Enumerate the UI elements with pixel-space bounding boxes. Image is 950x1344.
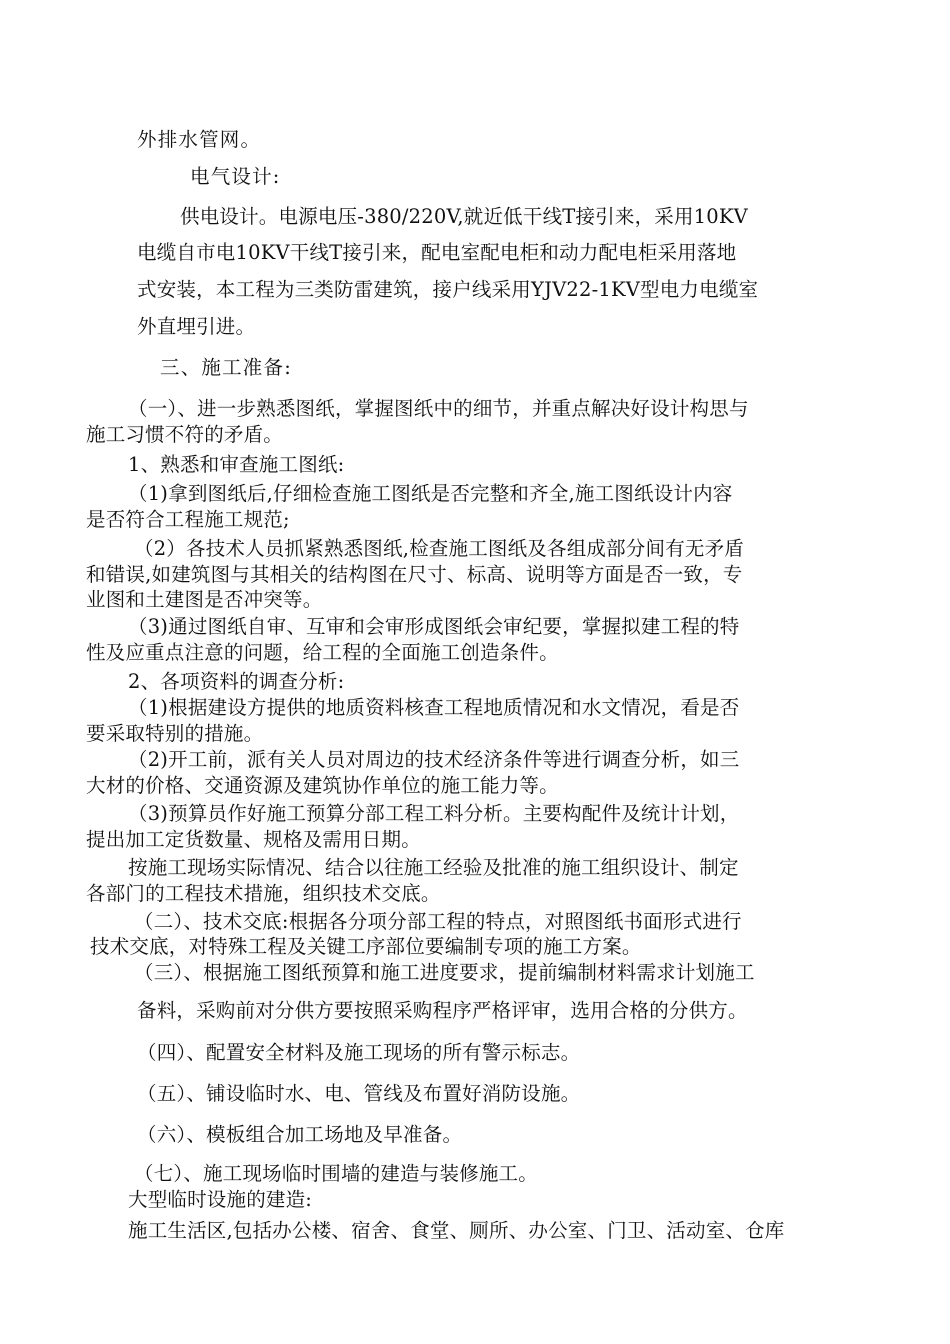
text-line-31: （四）、配置安全材料及施工现场的所有警示标志。 bbox=[137, 1041, 581, 1064]
text-line-02: 电气设计: bbox=[190, 165, 281, 188]
text-line-01: 外排水管网。 bbox=[137, 128, 262, 151]
text-line-29: （三）、根据施工图纸预算和施工进度要求，提前编制材料需求计划施工 bbox=[134, 961, 755, 984]
text-line-26: 各部门的工程技术措施，组织技术交底。 bbox=[86, 882, 441, 905]
text-line-12: 是否符合工程施工规范; bbox=[86, 508, 290, 531]
text-line-15: 业图和土建图是否冲突等。 bbox=[86, 588, 323, 611]
text-line-34: （七）、施工现场临时围墙的建造与装修施工。 bbox=[134, 1162, 538, 1185]
text-line-05: 式安装，本工程为三类防雷建筑，接户线采用YJV22-1KV型电力电缆室 bbox=[137, 278, 759, 301]
text-line-14: 和错误,如建筑图与其相关的结构图在尺寸、标高、说明等方面是否一致，专 bbox=[86, 563, 743, 586]
text-line-13: （2）各技术人员抓紧熟悉图纸,检查施工图纸及各组成部分间有无矛盾 bbox=[134, 537, 745, 560]
text-line-16: （3)通过图纸自审、互审和会审形成图纸会审纪要，掌握拟建工程的特 bbox=[128, 615, 740, 638]
text-line-07: 三、施工准备: bbox=[160, 356, 292, 379]
text-line-11: （1)拿到图纸后,仔细检查施工图纸是否完整和齐全,施工图纸设计内容 bbox=[128, 482, 733, 505]
text-line-28: 技术交底，对特殊工程及关键工序部位要编制专项的施工方案。 bbox=[90, 935, 642, 958]
text-line-33: （六）、模板组合加工场地及早准备。 bbox=[137, 1123, 463, 1146]
text-line-35: 大型临时设施的建造: bbox=[128, 1188, 313, 1211]
text-line-22: 大材的价格、交通资源及建筑协作单位的施工能力等。 bbox=[86, 774, 559, 797]
text-line-18: 2、各项资料的调查分析: bbox=[128, 670, 345, 693]
text-line-24: 提出加工定货数量、规格及需用日期。 bbox=[86, 828, 421, 851]
text-line-19: （1)根据建设方提供的地质资料核查工程地质情况和水文情况，看是否 bbox=[128, 696, 740, 719]
text-line-30: 备料，采购前对分供方要按照采购程序严格评审，选用合格的分供方。 bbox=[137, 999, 748, 1022]
text-line-25: 按施工现场实际情况、结合以往施工经验及批准的施工组织设计、制定 bbox=[128, 856, 739, 879]
text-line-03: 供电设计。电源电压-380/220V,就近低干线T接引来，采用10KV bbox=[180, 205, 748, 228]
text-line-06: 外直埋引进。 bbox=[137, 315, 256, 338]
text-line-21: （2)开工前，派有关人员对周边的技术经济条件等进行调查分析，如三 bbox=[128, 748, 740, 771]
text-line-09: 施工习惯不符的矛盾。 bbox=[86, 423, 284, 446]
text-line-04: 电缆自市电10KV干线T接引来，配电室配电柜和动力配电柜采用落地 bbox=[137, 241, 737, 264]
text-line-23: （3)预算员作好施工预算分部工程工料分析。主要构配件及统计计划， bbox=[128, 802, 740, 825]
text-line-27: （二）、技术交底:根据各分项分部工程的特点，对照图纸书面形式进行 bbox=[134, 910, 742, 933]
text-line-17: 性及应重点注意的问题，给工程的全面施工创造条件。 bbox=[86, 641, 559, 664]
text-line-10: 1、熟悉和审查施工图纸: bbox=[128, 453, 345, 476]
text-line-36: 施工生活区,包括办公楼、宿舍、食堂、厕所、办公室、门卫、活动室、仓库 bbox=[128, 1219, 785, 1242]
text-line-20: 要采取特别的措施。 bbox=[86, 722, 264, 745]
text-line-08: （一）、进一步熟悉图纸，掌握图纸中的细节，并重点解决好设计构思与 bbox=[128, 397, 749, 420]
text-line-32: （五）、铺设临时水、电、管线及布置好消防设施。 bbox=[137, 1082, 581, 1105]
